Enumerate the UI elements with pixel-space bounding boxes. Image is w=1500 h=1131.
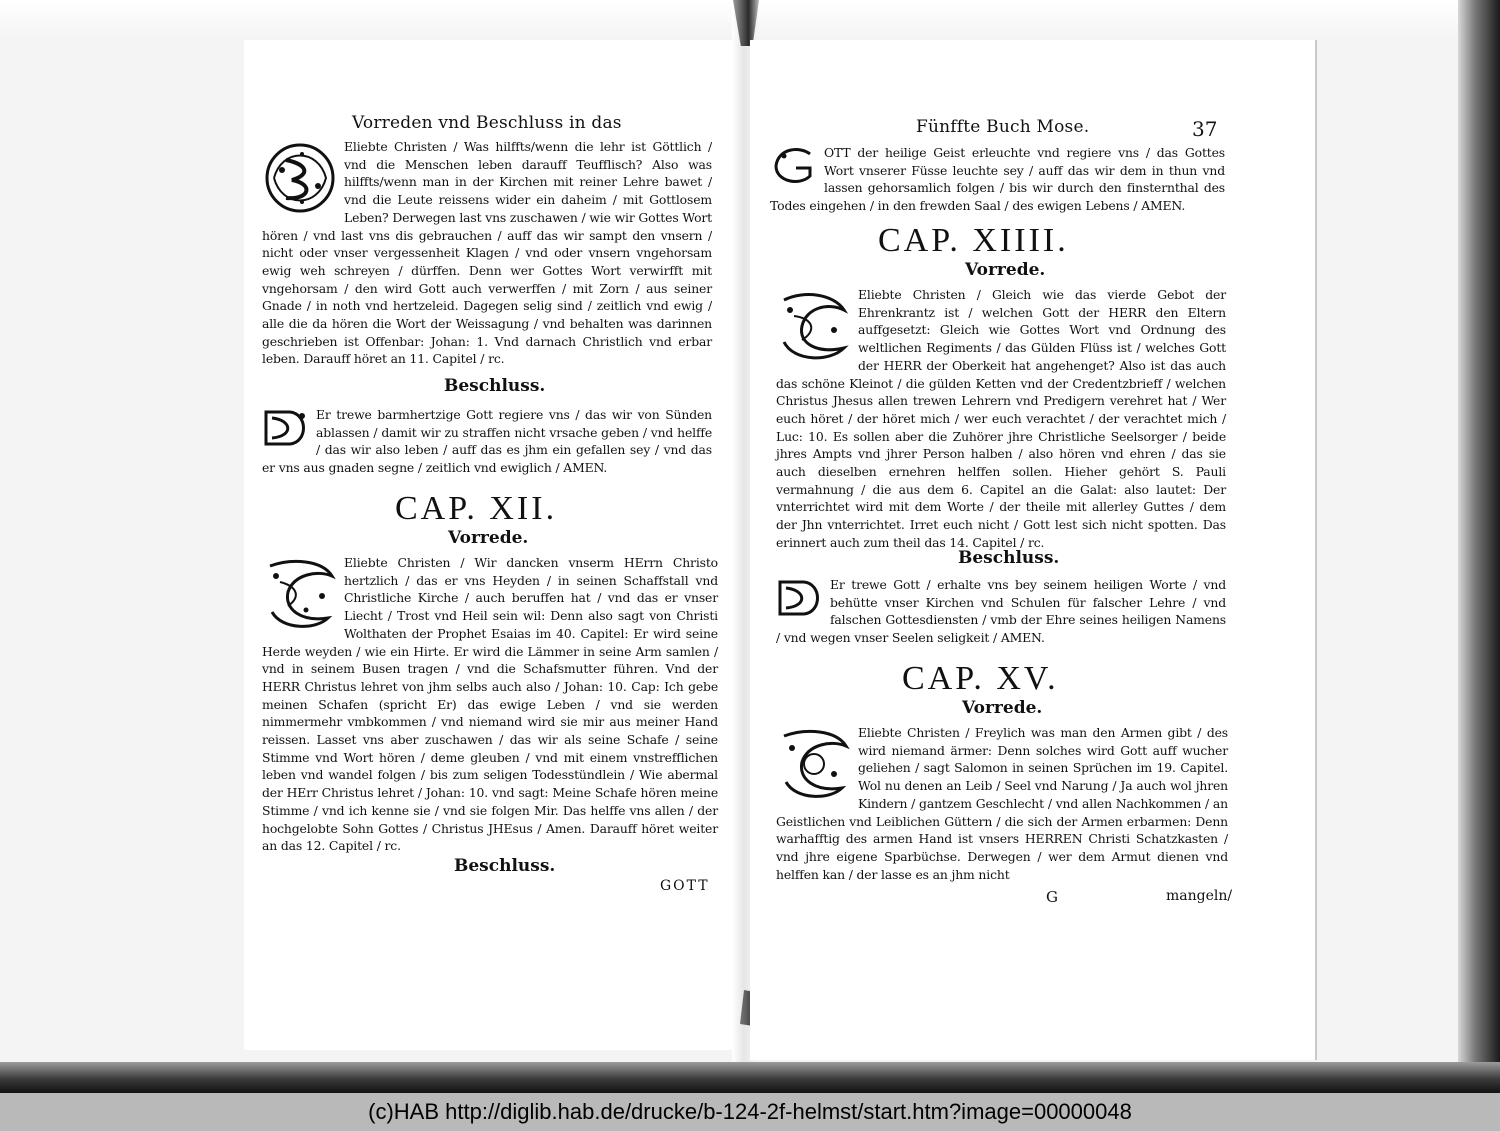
right-top-text: OTT der heilige Geist erleuchte vnd regiere vns / das Gottes Wort vnserer Füsse leuchte sey / auff das wir dem in thun vnd lassen gehorsamlich folgen / bis wir durch den finsternthal des Todes eingehen / in den frewden Saal / des ewigen Lebens / AMEN. bbox=[770, 145, 1225, 214]
right-top-paragraph bbox=[770, 144, 1225, 215]
right-running-head: Fünffte Buch Mose. bbox=[916, 117, 1090, 137]
page-number: 37 bbox=[1192, 117, 1218, 141]
right-chapter14-title: CAP. XIIII. bbox=[878, 222, 1069, 259]
decorated-initial-d bbox=[262, 408, 310, 448]
right-cap15-vorrede-text: Eliebte Christen / Freylich was man den Armen gibt / des wird niemand ärmer: Denn solches wird Gott auff wucher geliehen / sagt Salomon in seinen Sprüchen im 19. Capitel. Wol nu denen an Leib / Seel vnd Narung / Ja auch wol jhren Kindern / gantzem Geschlecht / vnd allen Nachkommen / an Geistlichen vnd Leiblichen Güttern / die sich der Armen erbarmen: Denn warhafftig des armen Hand ist vnsers HERREN Christi Schatzkasten / vnd jhre eigene Sparbüchse. Derwegen / wer dem Armut dienen vnd helffen kan / der lasse es an jhm nicht bbox=[776, 725, 1228, 882]
left-running-head: Vorreden vnd Beschluss in das bbox=[352, 113, 622, 133]
right-catchword: mangeln/ bbox=[1166, 888, 1233, 904]
right-cap15-vorrede-paragraph bbox=[776, 724, 1228, 883]
decorated-initial-g bbox=[770, 146, 818, 186]
ornament-initial-icon bbox=[262, 140, 338, 216]
ornament-initial-icon bbox=[776, 578, 824, 618]
right-cap14-vorrede-paragraph bbox=[776, 286, 1226, 552]
left-chapter-title: CAP. XII. bbox=[395, 490, 558, 527]
right-cap14-vorrede-heading: Vorrede. bbox=[965, 260, 1046, 280]
ornament-initial-icon bbox=[776, 726, 852, 802]
decorated-initial-b bbox=[262, 140, 338, 216]
right-cap14-beschluss-heading: Beschluss. bbox=[958, 548, 1060, 568]
right-cap14-vorrede-text: Eliebte Christen / Gleich wie das vierde Gebot der Ehrenkrantz ist / welchen Gott der HERR den Eltern auffgesetzt: Gleich wie Gottes Wort vnd Ordnung des weltlichen Regiments / das Gülden Flüss ist / welches Gott der HERR der Oberkeit hat angehenget? Also ist das auch das schöne Kleinot / die gülden Ketten vnd der Credentzbrieff / welchen Christus Jhesus allen trewen Lehrern vnd Predigern verehret hat / Wer euch höret / der höret mich / wer euch verachtet / der verachtet mich / Luc: 10. Es sollen aber die Zuhörer jhre Christliche Seelsorger / beide jhres Ampts vnd jhrer Person halben / also hören vnd ehren / das sie auch dieselben ernehren helffen sollen. Hieher gehört S. Pauli vermahnung / die aus dem 6. Capitel an die Galat: also lautet: Der vnterrichtet wird mit dem Worte / der theile mit allerley Guttes / dem der Jhn vnterrichtet. Irret euch nicht / Gott lest sich nicht spotten. Das erinnert auch zum theil das 14. Capitel / rc. bbox=[776, 287, 1226, 550]
left-vorrede-heading: Vorrede. bbox=[448, 528, 529, 548]
right-cap14-beschluss-text: Er trewe Gott / erhalte vns bey seinem heiligen Worte / vnd behütte vnser Kirchen vnd Schulen für falscher Lehre / vnd falschen Gottesdiensten / vmb der Ehre seines heiligen Namens / vnd wegen vnser Seelen seligkeit / AMEN. bbox=[776, 577, 1226, 646]
ornament-initial-icon bbox=[262, 556, 338, 632]
ornament-initial-icon bbox=[262, 408, 310, 448]
decorated-initial-l bbox=[262, 556, 338, 632]
left-intro-text: Eliebte Christen / Was hilffts/wenn die lehr ist Göttlich / vnd die Menschen leben darauff Teufflisch? Also was hilffts/wenn man in der Kirchen mit reiner Lehre bawet / vnd die Leute reissens wider ein daheim / mit Gottlosem Leben? Derwegen last vns zuschawen / wie wir Gottes Wort hören / vnd last vns dis gebrauchen / auff das wir sampt den vnsern / nicht oder vnser vergessenheit Klagen / vnd oder vnsern vngehorsam ewig weh schreyen / dürffen. Denn wer Gottes Wort verwirfft mit vngehorsam / den wird Gott auch verwerffen / mit Zorn / aus seiner Gnade / in noth vnd hertzeleid. Dagegen selig sind / zeitlich vnd ewig / alle die da hören die Wort der Weissagung / vnd behalten was darinnen geschrieben ist Offenbar: Johan: 1. Vnd darnach Christlich vnd erbar leben. Darauff höret an 11. Capitel / rc. bbox=[262, 139, 712, 367]
ornament-initial-icon bbox=[776, 288, 852, 364]
left-beschluss2-heading: Beschluss. bbox=[454, 856, 556, 876]
left-catchword: GOTT bbox=[660, 878, 710, 894]
ornament-initial-icon bbox=[770, 146, 818, 186]
left-beschluss-heading: Beschluss. bbox=[444, 376, 546, 396]
left-intro-paragraph bbox=[262, 138, 712, 368]
left-vorrede-text: Eliebte Christen / Wir dancken vnserm HErrn Christo hertzlich / das er vns Heyden / in seinen Schaffstall vnd Christliche Kirche / auch beruffen hat / vnd das er vnser Liecht / Trost vnd Heil sein wil: Denn also sagt von Christi Wolthaten der Prophet Esaias im 40. Capitel: Er wird seine Herde weyden / wie ein Hirte. Er wird die Lämmer in seine Arm samlen / vnd in seinem Busen tragen / vnd die Schafsmutter führen. Vnd der HERR Christus lehret von jhm selbs auch also / Johan: 10. Cap: Ich gebe meinen Schafen (spricht Er) das ewige Leben / vnd sie werden nimmermehr vmbkommen / vnd niemand wird sie mir aus meiner Hand reissen. Lasset vns aber zuschawen / das wir als seine Schafe / seine Stimme vnd Wort hören / deme gleuben / vnd mit einem vnstrefflichen leben vnd wandel folgen / bis zum seligen Todesstündlein / Wie abermal der HErr Christus lehret / Johan: 10. vnd sagt: Meine Schafe hören meine Stimme / vnd ich kenne sie / vnd sie folgen Mir. Das helffe vns allen / der hochgelobte Sohn Gottes / Christus JHEsus / Amen. Darauff höret weiter an das 12. Capitel / rc. bbox=[262, 555, 718, 854]
decorated-initial-d2 bbox=[776, 578, 824, 618]
left-vorrede-paragraph bbox=[262, 554, 718, 855]
scan-bottom-shadow bbox=[0, 1062, 1500, 1093]
signature-mark: G bbox=[1046, 888, 1058, 906]
decorated-initial-l2 bbox=[776, 288, 852, 364]
right-cap15-vorrede-heading: Vorrede. bbox=[962, 698, 1043, 718]
left-beschluss-paragraph bbox=[262, 406, 712, 477]
left-beschluss-text: Er trewe barmhertzige Gott regiere vns / das wir von Sünden ablassen / damit wir zu straffen nicht vrsache geben / vnd helffe / das wir also leben / auff das es jhm ein gefallen sey / vnd das er vns aus gnaden segne / zeitlich vnd ewiglich / AMEN. bbox=[262, 407, 712, 476]
right-chapter15-title: CAP. XV. bbox=[902, 660, 1059, 697]
copyright-footer-text: (c)HAB http://diglib.hab.de/drucke/b-124-2f-helmst/start.htm?image=00000048 bbox=[368, 1099, 1132, 1124]
scan-right-shadow bbox=[1458, 0, 1500, 1093]
decorated-initial-l3 bbox=[776, 726, 852, 802]
right-cap14-beschluss-paragraph bbox=[776, 576, 1226, 647]
